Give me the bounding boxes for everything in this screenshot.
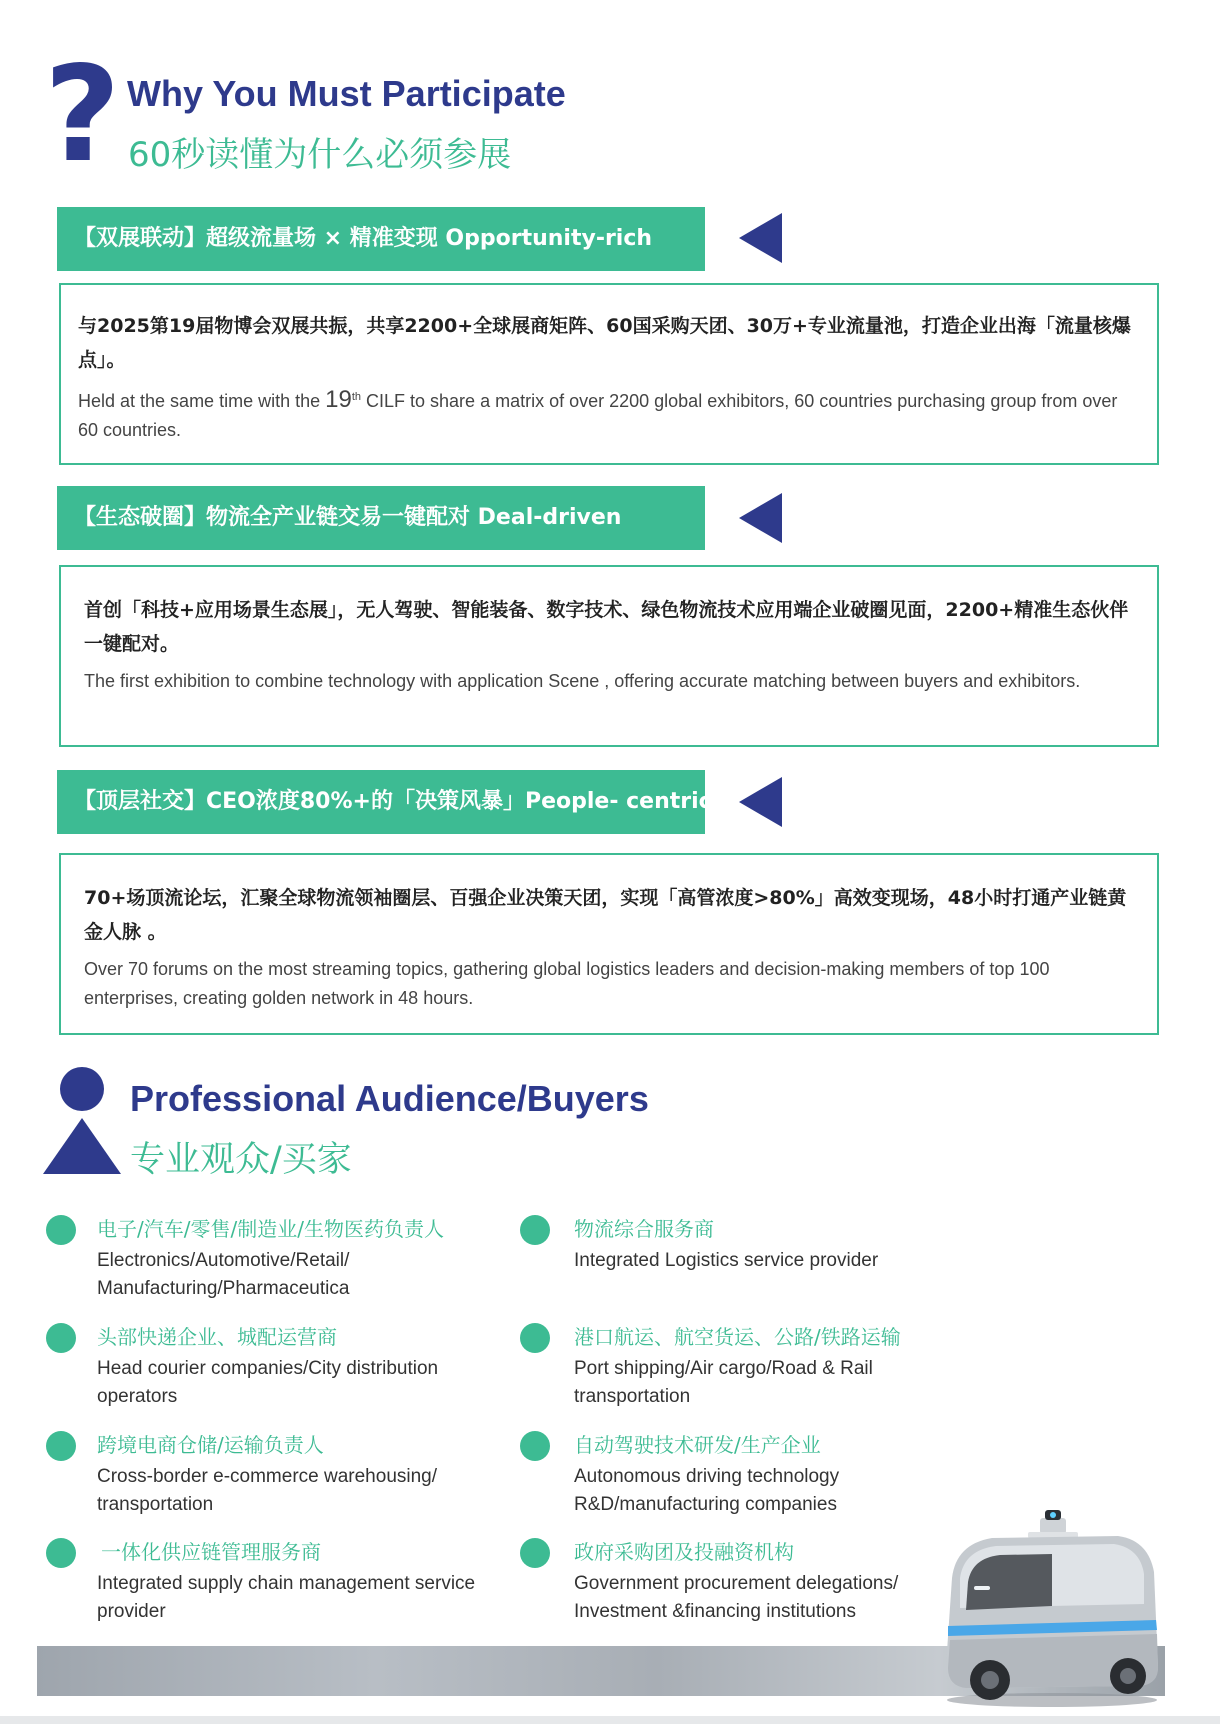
audience-label-cn: 物流综合服务商	[574, 1217, 714, 1241]
card-text-en-pre: Held at the same time with the	[78, 391, 326, 411]
bullet-dot-icon	[520, 1323, 550, 1353]
card-text-cn: 与2025第19届物博会双展共振，共享2200+全球展商矩阵、60国采购天团、30万+专业流量池，打造企业出海「流量核爆点」。	[78, 315, 1131, 371]
section-title-cn: 专业观众/买家	[130, 1140, 352, 1180]
audience-label-cn: 跨境电商仓储/运输负责人	[97, 1433, 324, 1457]
card-text-en-post: CILF to share a matrix of over 2200 global exhibitors, 60 countries purchasing group from over 60 countries.	[78, 391, 1118, 440]
triangle-arrow-icon	[739, 213, 782, 263]
bullet-dot-icon	[46, 1431, 76, 1461]
page-bottom-rule	[0, 1716, 1220, 1724]
bullet-dot-icon	[46, 1323, 76, 1353]
audience-label-cn: 一体化供应链管理服务商	[101, 1540, 321, 1564]
content-box-opportunity	[59, 283, 1159, 465]
delivery-robot-icon	[932, 1508, 1168, 1708]
card-text-cn: 70+场顶流论坛，汇聚全球物流领袖圈层、百强企业决策天团，实现「高管浓度>80%」高效变现场，48小时打通产业链黄金人脉 。	[84, 887, 1127, 943]
card-text-en	[78, 383, 1137, 445]
audience-label-en: Government procurement delegations/ Investment &financing institutions	[574, 1573, 899, 1622]
audience-label-en: Integrated Logistics service provider	[574, 1250, 879, 1271]
content-box-deal	[59, 565, 1159, 747]
person-icon	[60, 1067, 104, 1111]
audience-label-en: Port shipping/Air cargo/Road & Rail transportation	[574, 1358, 873, 1407]
bullet-dot-icon	[520, 1215, 550, 1245]
banner-people: 【顶层社交】CEO浓度80%+的「决策风暴」People- centric	[57, 770, 705, 834]
audience-label-en: Cross-border e-commerce warehousing/ transportation	[97, 1466, 438, 1515]
triangle-arrow-icon	[739, 493, 782, 543]
bullet-dot-icon	[46, 1215, 76, 1245]
person-body-icon	[43, 1118, 121, 1174]
card-text-en-num: 19	[325, 386, 352, 413]
audience-label-cn: 电子/汽车/零售/制造业/生物医药负责人	[97, 1217, 444, 1241]
content-box-people	[59, 853, 1159, 1035]
banner-deal: 【生态破圈】物流全产业链交易一键配对 Deal-driven	[57, 486, 705, 550]
card-text-cn: 首创「科技+应用场景生态展」，无人驾驶、智能装备、数字技术、绿色物流技术应用端企业破圈见面，2200+精准生态伙伴一键配对。	[84, 599, 1129, 655]
audience-label-en: Integrated supply chain management service provider	[97, 1573, 476, 1622]
question-mark-icon: ?	[44, 38, 121, 192]
card-text-en: Over 70 forums on the most streaming topics, gathering global logistics leaders and decision-making members of top 100 enterprises, creating golden network in 48 hours.	[84, 959, 1050, 1008]
audience-label-en: Autonomous driving technology R&D/manufacturing companies	[574, 1466, 840, 1515]
audience-label-en: Head courier companies/City distribution operators	[97, 1358, 439, 1407]
audience-label-en: Electronics/Automotive/Retail/ Manufacturing/Pharmaceutica	[97, 1250, 350, 1299]
banner-opportunity: 【双展联动】超级流量场 × 精准变现 Opportunity-rich	[57, 207, 705, 271]
section-title-cn: 60秒读懂为什么必须参展	[128, 135, 512, 175]
section-title-en: Professional Audience/Buyers	[130, 1078, 649, 1119]
audience-label-cn: 自动驾驶技术研发/生产企业	[574, 1433, 821, 1457]
audience-label-cn: 头部快递企业、城配运营商	[97, 1325, 337, 1349]
audience-label-cn: 港口航运、航空货运、公路/铁路运输	[574, 1325, 901, 1349]
bullet-dot-icon	[520, 1431, 550, 1461]
bullet-dot-icon	[520, 1538, 550, 1568]
bullet-dot-icon	[46, 1538, 76, 1568]
section-title-en: Why You Must Participate	[127, 73, 566, 114]
audience-label-cn: 政府采购团及投融资机构	[574, 1540, 794, 1564]
triangle-arrow-icon	[739, 777, 782, 827]
card-text-en: The first exhibition to combine technology with application Scene , offering accurate matching between buyers and exhibitors.	[84, 671, 1081, 691]
card-text-en-sup: th	[351, 391, 362, 403]
